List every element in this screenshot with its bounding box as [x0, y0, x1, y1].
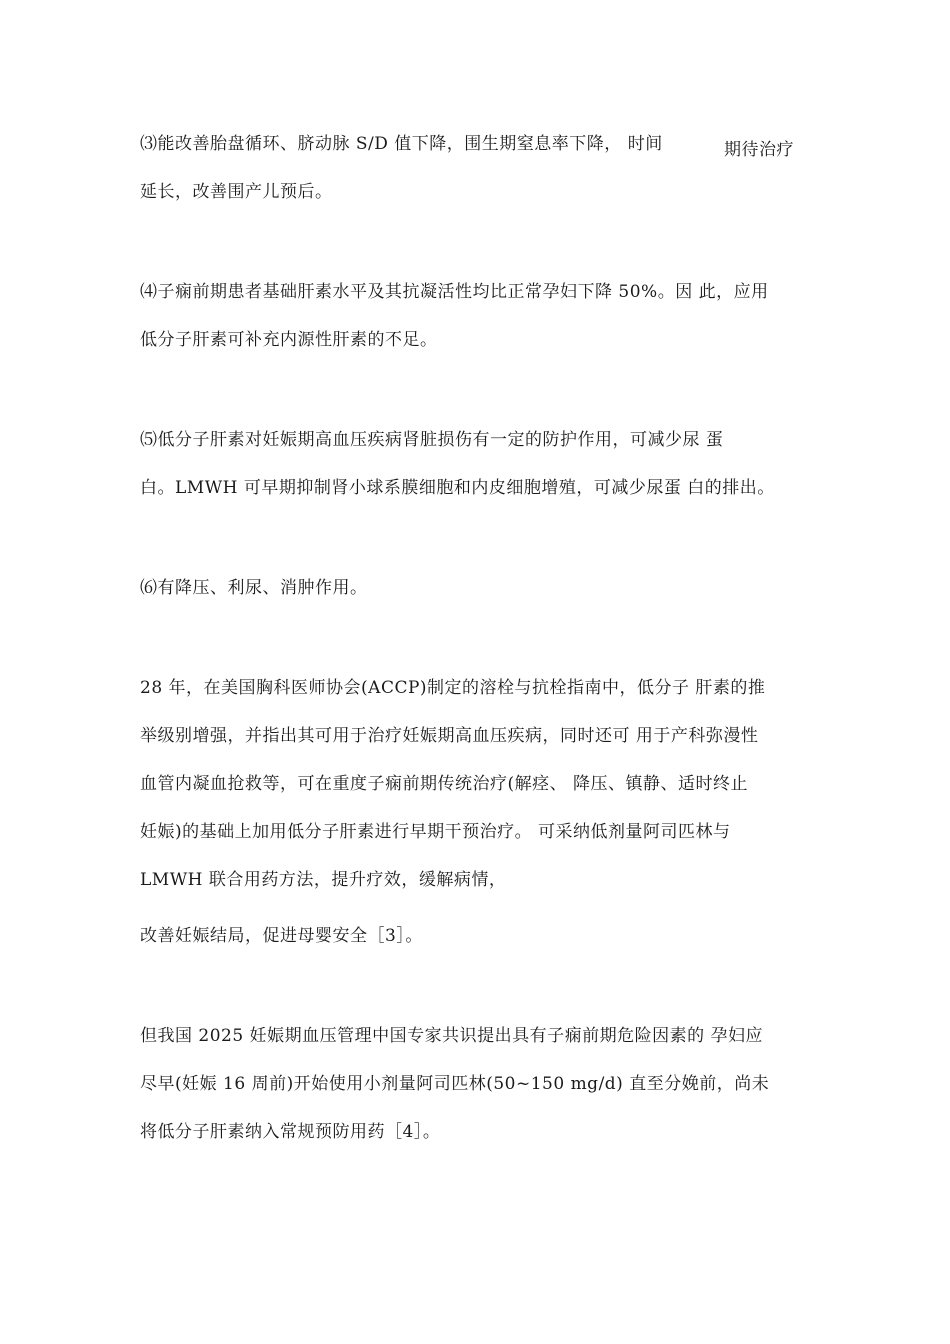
- accp-paragraph-line-1: 28 年，在美国胸科医师协会(ACCP)制定的溶栓与抗栓指南中，低分子 肝素的推: [140, 678, 766, 698]
- accp-paragraph-line-5: LMWH 联合用药方法，提升疗效，缓解病情，: [140, 870, 507, 890]
- accp-paragraph-line-2: 举级别增强，并指出其可用于治疗妊娠期高血压疾病，同时还可 用于产科弥漫性: [140, 726, 759, 746]
- consensus-paragraph-line-2: 尽早(妊娠 16 周前)开始使用小剂量阿司匹林(50~150 mg/d) 直至分娩前，尚未: [140, 1074, 770, 1094]
- accp-paragraph-line-4: 妊娠)的基础上加用低分子肝素进行早期干预治疗。 可采纳低剂量阿司匹林与: [140, 822, 731, 842]
- section-4-line-1: ⑷子痫前期患者基础肝素水平及其抗凝活性均比正常孕妇下降 50%。因 此，应用: [140, 282, 769, 302]
- section-3-side-note: 期待治疗: [724, 140, 794, 160]
- section-5-line-1: ⑸低分子肝素对妊娠期高血压疾病肾脏损伤有一定的防护作用，可减少尿 蛋: [140, 430, 724, 450]
- consensus-paragraph-line-1: 但我国 2025 妊娠期血压管理中国专家共识提出具有子痫前期危险因素的 孕妇应: [140, 1026, 763, 1046]
- consensus-paragraph-line-3: 将低分子肝素纳入常规预防用药［4］。: [140, 1122, 441, 1142]
- accp-paragraph-line-6: 改善妊娠结局，促进母婴安全［3］。: [140, 926, 423, 946]
- section-4-line-2: 低分子肝素可补充内源性肝素的不足。: [140, 330, 438, 350]
- section-3-line-2: 延长，改善围产儿预后。: [140, 182, 333, 202]
- section-3-line-1: ⑶能改善胎盘循环、脐动脉 S/D 值下降，围生期窒息率下降， 时间: [140, 134, 663, 154]
- section-5-line-2: 白。LMWH 可早期抑制肾小球系膜细胞和内皮细胞增殖，可减少尿蛋 白的排出。: [140, 478, 775, 498]
- accp-paragraph-line-3: 血管内凝血抢救等，可在重度子痫前期传统治疗(解痉、 降压、镇静、适时终止: [140, 774, 749, 794]
- section-6-line-1: ⑹有降压、利尿、消肿作用。: [140, 578, 368, 598]
